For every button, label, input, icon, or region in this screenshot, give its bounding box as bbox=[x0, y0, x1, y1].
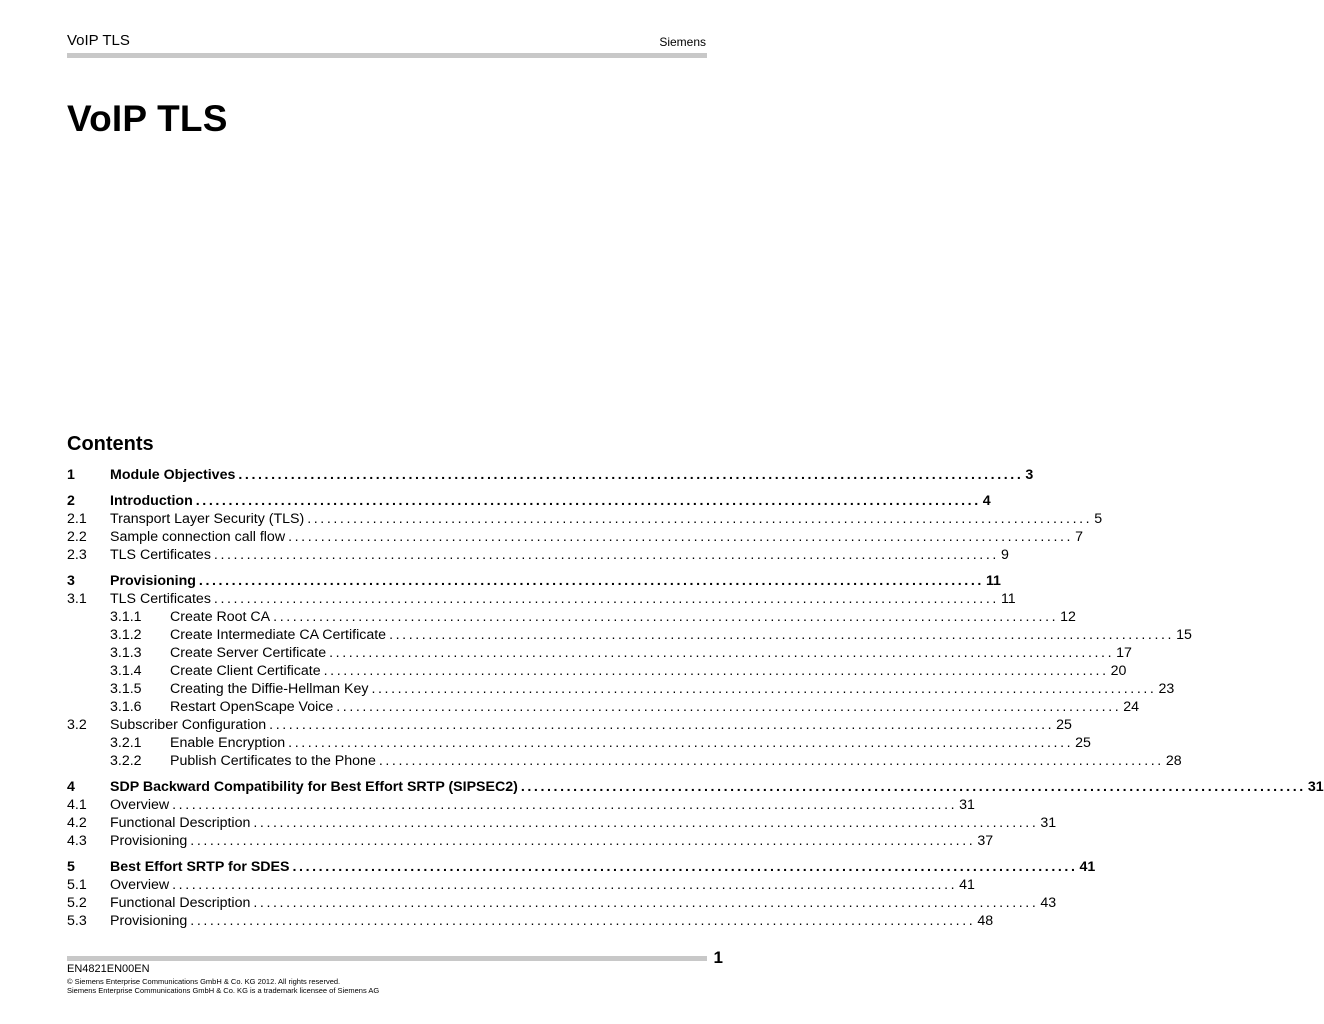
toc-entry-title: TLS Certificates bbox=[110, 591, 211, 607]
toc-dot-leader: ........................................................................................................................ bbox=[288, 735, 1074, 751]
toc-entry-title: Overview bbox=[110, 877, 170, 893]
toc-entry[interactable] bbox=[67, 858, 1096, 876]
toc-entry-number: 4.2 bbox=[67, 815, 87, 831]
toc-entry-number: 3 bbox=[67, 573, 75, 589]
toc-entry-number: 3.2.1 bbox=[110, 735, 142, 751]
toc-entry-page: 15 bbox=[1176, 627, 1192, 643]
toc-entry-title: Functional Description bbox=[110, 895, 251, 911]
toc-dot-leader: ........................................................................................................................ bbox=[288, 529, 1074, 545]
toc-entry[interactable] bbox=[67, 876, 975, 894]
toc-entry-page: 37 bbox=[977, 833, 994, 849]
toc-dot-leader: ........................................................................................................................ bbox=[190, 913, 976, 929]
toc-entry-title: Publish Certificates to the Phone bbox=[170, 753, 376, 769]
toc-entry[interactable] bbox=[67, 492, 991, 510]
toc-entry-number: 3.1.5 bbox=[110, 681, 142, 697]
contents-heading: Contents bbox=[67, 433, 154, 455]
toc-entry[interactable] bbox=[67, 912, 994, 930]
toc-entry-title: Provisioning bbox=[110, 913, 188, 929]
toc-entry-number: 1 bbox=[67, 467, 75, 483]
toc-entry-title: Restart OpenScape Voice bbox=[170, 699, 334, 715]
toc-entry[interactable] bbox=[67, 626, 1192, 644]
toc-dot-leader: ........................................................................................................................ bbox=[172, 797, 958, 813]
toc-entry-title: SDP Backward Compatibility for Best Effort SRTP (SIPSEC2) bbox=[110, 779, 518, 795]
toc-dot-leader: ........................................................................................................................ bbox=[307, 511, 1093, 527]
toc-entry[interactable] bbox=[67, 466, 1034, 484]
toc-entry[interactable] bbox=[67, 832, 994, 850]
toc-entry[interactable] bbox=[67, 814, 1057, 832]
toc-dot-leader: ........................................................................................................................ bbox=[213, 591, 999, 607]
toc-entry-page: 48 bbox=[977, 913, 994, 929]
toc-entry-title: Module Objectives bbox=[110, 467, 236, 483]
toc-entry-title: Create Server Certificate bbox=[170, 645, 327, 661]
toc-entry-title: Provisioning bbox=[110, 833, 188, 849]
toc-entry[interactable] bbox=[67, 752, 1182, 770]
toc-dot-leader: ........................................................................................................................ bbox=[336, 699, 1122, 715]
page-number: 1 bbox=[713, 948, 723, 967]
toc-entry[interactable] bbox=[67, 546, 1009, 564]
toc-entry-number: 3.1 bbox=[67, 591, 87, 607]
toc-entry[interactable] bbox=[67, 644, 1132, 662]
toc-dot-leader: ........................................................................................................................ bbox=[273, 609, 1059, 625]
toc-dot-leader: ........................................................................................................................ bbox=[190, 833, 976, 849]
running-header-title: VoIP TLS bbox=[67, 32, 130, 49]
header-rule bbox=[67, 53, 707, 58]
toc-dot-leader: ........................................................................................................................ bbox=[269, 717, 1055, 733]
toc-entry-page: 43 bbox=[1040, 895, 1057, 911]
toc-entry-page: 41 bbox=[1079, 859, 1096, 875]
toc-entry-page: 3 bbox=[1025, 467, 1034, 483]
toc-entry-page: 9 bbox=[1000, 547, 1009, 563]
toc-entry-title: Creating the Diffie-Hellman Key bbox=[170, 681, 369, 697]
toc-entry-page: 11 bbox=[1000, 591, 1016, 607]
toc-entry[interactable] bbox=[67, 608, 1076, 626]
toc-dot-leader: ........................................................................................................................ bbox=[323, 663, 1109, 679]
toc-entry-number: 3.1.2 bbox=[110, 627, 142, 643]
toc-dot-leader: ........................................................................................................................ bbox=[253, 895, 1039, 911]
toc-entry-page: 25 bbox=[1075, 735, 1091, 751]
toc-entry-title: TLS Certificates bbox=[110, 547, 211, 563]
toc-entry-number: 3.2.2 bbox=[110, 753, 142, 769]
toc-entry-number: 2.2 bbox=[67, 529, 87, 545]
toc-dot-leader: ........................................................................................................................ bbox=[198, 573, 984, 589]
toc-dot-leader: ........................................................................................................................ bbox=[329, 645, 1115, 661]
toc-entry[interactable] bbox=[67, 716, 1072, 734]
toc-entry-number: 3.1.3 bbox=[110, 645, 142, 661]
toc-entry-page: 31 bbox=[1307, 779, 1324, 795]
toc-entry-page: 4 bbox=[982, 493, 991, 509]
toc-entry[interactable] bbox=[67, 778, 1324, 796]
toc-entry-page: 31 bbox=[1040, 815, 1057, 831]
toc-entry-title: Provisioning bbox=[110, 573, 196, 589]
toc-entry[interactable] bbox=[67, 734, 1091, 752]
toc-entry-title: Overview bbox=[110, 797, 170, 813]
toc-entry-page: 12 bbox=[1060, 609, 1076, 625]
toc-entry-page: 11 bbox=[985, 573, 1001, 589]
table-of-contents bbox=[67, 466, 1324, 930]
toc-entry-page: 17 bbox=[1116, 645, 1132, 661]
toc-entry-page: 25 bbox=[1056, 717, 1072, 733]
toc-entry-number: 3.2 bbox=[67, 717, 87, 733]
toc-entry-number: 4.3 bbox=[67, 833, 87, 849]
footer-rule bbox=[67, 956, 707, 961]
toc-entry-title: Create Intermediate CA Certificate bbox=[170, 627, 387, 643]
document-title: VoIP TLS bbox=[67, 98, 228, 139]
document-code: EN4821EN00EN bbox=[67, 963, 150, 975]
toc-dot-leader: ........................................................................................................................ bbox=[253, 815, 1039, 831]
toc-entry-page: 5 bbox=[1094, 511, 1103, 527]
toc-entry-title: Create Client Certificate bbox=[170, 663, 321, 679]
toc-entry-number: 5.2 bbox=[67, 895, 87, 911]
toc-entry-number: 2.1 bbox=[67, 511, 87, 527]
toc-dot-leader: ........................................................................................................................ bbox=[520, 779, 1306, 795]
toc-entry-number: 5 bbox=[67, 859, 75, 875]
toc-dot-leader: ........................................................................................................................ bbox=[195, 493, 981, 509]
toc-entry[interactable] bbox=[67, 894, 1057, 912]
toc-dot-leader: ........................................................................................................................ bbox=[389, 627, 1175, 643]
toc-entry-number: 2.3 bbox=[67, 547, 87, 563]
toc-dot-leader: ........................................................................................................................ bbox=[172, 877, 958, 893]
toc-entry-title: Enable Encryption bbox=[170, 735, 286, 751]
toc-dot-leader: ........................................................................................................................ bbox=[292, 859, 1078, 875]
copyright-notice: © Siemens Enterprise Communications GmbH & Co. KG 2012. All rights reserved. bbox=[67, 977, 341, 986]
toc-dot-leader: ........................................................................................................................ bbox=[213, 547, 999, 563]
toc-entry-page: 20 bbox=[1110, 663, 1127, 679]
toc-entry-number: 3.1.1 bbox=[110, 609, 142, 625]
toc-entry[interactable] bbox=[67, 572, 1001, 590]
toc-entry-page: 31 bbox=[959, 797, 975, 813]
toc-entry-number: 5.3 bbox=[67, 913, 87, 929]
toc-entry-number: 4.1 bbox=[67, 797, 87, 813]
toc-entry-title: Subscriber Configuration bbox=[110, 717, 267, 733]
toc-entry-page: 23 bbox=[1158, 681, 1175, 697]
trademark-notice: Siemens Enterprise Communications GmbH & Co. KG is a trademark licensee of Siemens AG bbox=[67, 986, 380, 995]
toc-entry-title: Sample connection call flow bbox=[110, 529, 286, 545]
toc-entry[interactable] bbox=[67, 698, 1140, 716]
toc-entry-title: Introduction bbox=[110, 493, 193, 509]
toc-entry-title: Create Root CA bbox=[170, 609, 271, 625]
toc-dot-leader: ........................................................................................................................ bbox=[238, 467, 1024, 483]
toc-entry[interactable] bbox=[67, 662, 1127, 680]
toc-entry-title: Transport Layer Security (TLS) bbox=[110, 511, 305, 527]
toc-entry-number: 5.1 bbox=[67, 877, 87, 893]
toc-entry-number: 4 bbox=[67, 779, 75, 795]
toc-entry-number: 2 bbox=[67, 493, 75, 509]
toc-entry-page: 7 bbox=[1075, 529, 1083, 545]
toc-entry-page: 24 bbox=[1123, 699, 1140, 715]
toc-entry-page: 41 bbox=[959, 877, 975, 893]
toc-entry[interactable] bbox=[67, 528, 1083, 546]
toc-dot-leader: ........................................................................................................................ bbox=[371, 681, 1157, 697]
toc-entry-number: 3.1.6 bbox=[110, 699, 142, 715]
running-header-company: Siemens bbox=[659, 35, 706, 49]
toc-entry[interactable] bbox=[67, 796, 975, 814]
toc-entry-title: Best Effort SRTP for SDES bbox=[110, 859, 290, 875]
toc-entry[interactable] bbox=[67, 510, 1103, 528]
toc-entry[interactable] bbox=[67, 680, 1175, 698]
toc-entry-title: Functional Description bbox=[110, 815, 251, 831]
toc-dot-leader: ........................................................................................................................ bbox=[378, 753, 1164, 769]
toc-entry[interactable] bbox=[67, 590, 1016, 608]
toc-entry-number: 3.1.4 bbox=[110, 663, 142, 679]
toc-entry-page: 28 bbox=[1165, 753, 1182, 769]
